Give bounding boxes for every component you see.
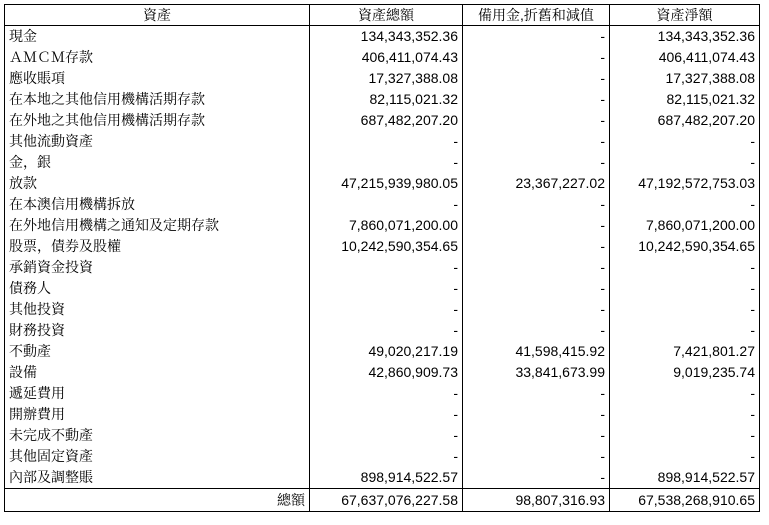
row-provision: - [463,215,610,236]
row-gross-amount: - [310,299,463,320]
row-net-amount: 7,860,071,200.00 [610,215,760,236]
table-row [5,383,760,404]
row-provision: 23,367,227.02 [463,173,610,194]
row-gross-amount: 17,327,388.08 [310,68,463,89]
table-row [5,467,760,489]
row-net-amount: - [610,194,760,215]
row-provision: - [463,152,610,173]
row-item-label: 其他固定資產 [5,446,310,467]
row-provision: - [463,110,610,131]
row-provision: - [463,320,610,341]
row-gross-amount: - [310,131,463,152]
row-gross-amount: 47,215,939,980.05 [310,173,463,194]
table-row [5,152,760,173]
row-net-amount: 47,192,572,753.03 [610,173,760,194]
row-provision: - [463,47,610,68]
header-provision: 備用金,折舊和減值 [463,5,610,26]
header-net-amount: 資產淨額 [610,5,760,26]
row-net-amount: - [610,425,760,446]
row-gross-amount: 42,860,909.73 [310,362,463,383]
row-item-label: 金，銀 [5,152,310,173]
table-row [5,278,760,299]
row-net-amount: - [610,299,760,320]
row-provision: 41,598,415.92 [463,341,610,362]
row-gross-amount: - [310,320,463,341]
row-item-label: 在本地之其他信用機構活期存款 [5,89,310,110]
row-net-amount: - [610,278,760,299]
row-provision: - [463,404,610,425]
header-gross-amount: 資產總額 [310,5,463,26]
row-net-amount: 134,343,352.36 [610,26,760,48]
row-provision: - [463,257,610,278]
row-gross-amount: - [310,152,463,173]
row-provision: - [463,383,610,404]
table-row [5,194,760,215]
assets-table [4,4,760,512]
row-gross-amount: 7,860,071,200.00 [310,215,463,236]
row-gross-amount: 134,343,352.36 [310,26,463,48]
row-net-amount: 7,421,801.27 [610,341,760,362]
row-gross-amount: - [310,404,463,425]
row-item-label: 開辦費用 [5,404,310,425]
row-provision: - [463,425,610,446]
row-provision: - [463,26,610,48]
total-label: 總額 [5,489,310,512]
row-net-amount: 17,327,388.08 [610,68,760,89]
table-row [5,26,760,48]
table-row [5,404,760,425]
row-gross-amount: - [310,194,463,215]
row-net-amount: - [610,404,760,425]
row-provision: - [463,299,610,320]
row-gross-amount: 10,242,590,354.65 [310,236,463,257]
row-item-label: 遞延費用 [5,383,310,404]
row-net-amount: 82,115,021.32 [610,89,760,110]
row-net-amount: - [610,257,760,278]
row-item-label: 現金 [5,26,310,48]
row-item-label: 其他投資 [5,299,310,320]
row-item-label: 債務人 [5,278,310,299]
table-row [5,446,760,467]
row-item-label: 承銷資金投資 [5,257,310,278]
row-item-label: 在外地信用機構之通知及定期存款 [5,215,310,236]
row-provision: - [463,131,610,152]
table-row [5,173,760,194]
header-asset: 資產 [5,5,310,26]
total-row [5,489,760,512]
row-gross-amount: 687,482,207.20 [310,110,463,131]
table-row [5,257,760,278]
table-body [5,26,760,489]
row-gross-amount: - [310,425,463,446]
row-net-amount: 9,019,235.74 [610,362,760,383]
row-provision: - [463,89,610,110]
row-net-amount: - [610,152,760,173]
row-gross-amount: 82,115,021.32 [310,89,463,110]
table-row [5,362,760,383]
row-provision: - [463,68,610,89]
table-row [5,89,760,110]
row-net-amount: 406,411,074.43 [610,47,760,68]
row-item-label: 應收賬項 [5,68,310,89]
row-gross-amount: 898,914,522.57 [310,467,463,489]
row-net-amount: - [610,446,760,467]
row-net-amount: - [610,131,760,152]
table-row [5,47,760,68]
row-item-label: ＡＭＣＭ存款 [5,47,310,68]
total-net: 67,538,268,910.65 [610,489,760,512]
row-gross-amount: - [310,446,463,467]
row-provision: - [463,236,610,257]
row-gross-amount: 49,020,217.19 [310,341,463,362]
row-net-amount: 898,914,522.57 [610,467,760,489]
row-item-label: 股票，債券及股權 [5,236,310,257]
row-item-label: 在外地之其他信用機構活期存款 [5,110,310,131]
row-gross-amount: 406,411,074.43 [310,47,463,68]
row-provision: 33,841,673.99 [463,362,610,383]
table-row [5,236,760,257]
row-item-label: 財務投資 [5,320,310,341]
table-row [5,341,760,362]
header-row [5,5,760,26]
row-net-amount: - [610,383,760,404]
row-gross-amount: - [310,278,463,299]
row-gross-amount: - [310,383,463,404]
row-gross-amount: - [310,257,463,278]
table-row [5,320,760,341]
row-item-label: 未完成不動產 [5,425,310,446]
row-item-label: 不動產 [5,341,310,362]
total-gross: 67,637,076,227.58 [310,489,463,512]
row-item-label: 在本澳信用機構拆放 [5,194,310,215]
row-net-amount: 687,482,207.20 [610,110,760,131]
row-provision: - [463,278,610,299]
table-row [5,215,760,236]
row-provision: - [463,467,610,489]
table-row [5,425,760,446]
table-row [5,131,760,152]
table-row [5,110,760,131]
total-provision: 98,807,316.93 [463,489,610,512]
row-item-label: 設備 [5,362,310,383]
row-provision: - [463,194,610,215]
row-item-label: 其他流動資產 [5,131,310,152]
table-row [5,68,760,89]
table-row [5,299,760,320]
row-net-amount: 10,242,590,354.65 [610,236,760,257]
row-item-label: 內部及調整賬 [5,467,310,489]
row-item-label: 放款 [5,173,310,194]
row-provision: - [463,446,610,467]
row-net-amount: - [610,320,760,341]
